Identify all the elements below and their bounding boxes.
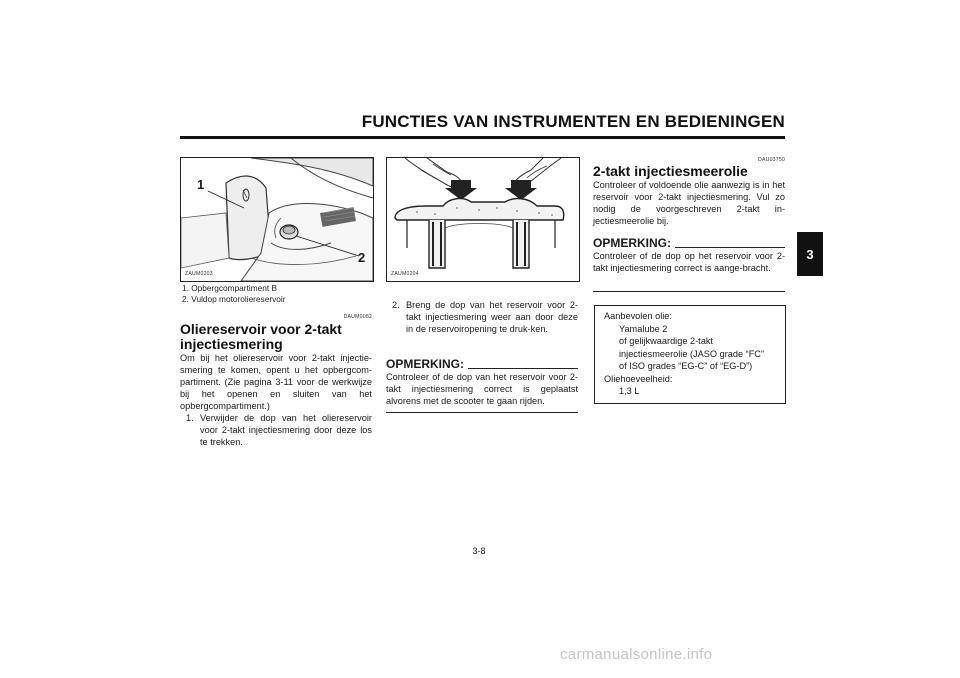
note-end-rule [593, 291, 785, 292]
note-rule [468, 368, 578, 369]
spec-value: of ISO grades “EG-C” of “EG-D”) [619, 361, 753, 371]
callout-2: 2 [358, 250, 366, 265]
note-label: OPMERKING: [386, 357, 464, 371]
note-label: OPMERKING: [593, 236, 671, 250]
callout-1: 1 [197, 177, 205, 192]
list-text: Breng de dop van het reservoir voor 2-takt injectiesmering weer aan door deze in de reservoiropening te druk-ken. [406, 300, 578, 334]
header-rule [180, 136, 785, 139]
figure-cap-install [386, 157, 580, 282]
watermark: carmanualsonline.info [560, 646, 713, 663]
scooter-reservoir-illustration [181, 158, 373, 281]
page-number: 3-8 [472, 546, 486, 556]
note-heading [386, 358, 578, 371]
oil-spec-box [594, 305, 786, 404]
note-rule [675, 247, 785, 248]
note-end-rule [386, 412, 578, 413]
section-code: DAU03750 [758, 157, 785, 163]
list-text: Verwijder de dop van het oliereservoir voor 2-takt injectiesmering door deze los te trekken. [200, 413, 372, 447]
page-title: FUNCTIES VAN INSTRUMENTEN EN BEDIENINGEN [361, 112, 785, 131]
note-text: Controleer of de dop van het reservoir voor 2-takt injectiesmering correct is geplaatst alvorens met de scooter te gaan rijden. [386, 372, 578, 406]
section-code: DAUM0082 [343, 314, 372, 320]
list-item [392, 299, 578, 335]
list-number: 2. [392, 300, 400, 310]
section-heading: 2-takt injectiesmeerolie [593, 163, 748, 179]
note-heading [593, 237, 785, 250]
figure-code: ZAUM0204 [391, 271, 419, 277]
spec-label: Aanbevolen olie: [604, 311, 672, 321]
figure-caption-2: 2. Vuldop motoroliereservoir [182, 294, 286, 304]
figure-storage-compartment [180, 157, 374, 282]
list-item [186, 412, 372, 448]
spec-value: Yamalube 2 [619, 323, 668, 334]
figure-code: ZAUM0203 [185, 271, 213, 277]
spec-value: injectiesmeerolie (JASO grade “FC” [619, 348, 765, 359]
spec-value: 1,3 L [619, 386, 640, 396]
spec-label: Oliehoeveelheid: [604, 373, 673, 384]
section-body: Om bij het oliereservoir voor 2-takt injectie-smering te komen, opent u het opbergcom-partiment. (Zie pagina 3-11 voor de werkwijze bij het openen en sluiten van het opbergcompartiment.) [180, 353, 372, 411]
spec-value: of gelijkwaardige 2-takt [619, 336, 713, 346]
note-text: Controleer of de dop op het reservoir voor 2-takt injectiesmering correct is aange-bracht. [593, 251, 785, 273]
section-body: Controleer of voldoende olie aanwezig is in het reservoir voor 2-takt injectiesmering. Vul zo nodig de voorgeschreven 2-takt in-jectiesmeerolie bij. [593, 180, 785, 226]
figure-caption-1: 1. Opbergcompartiment B [182, 283, 277, 293]
chapter-tab[interactable]: 3 [797, 232, 823, 276]
list-number: 1. [186, 413, 194, 423]
section-heading: Oliereservoir voor 2-takt [180, 321, 342, 337]
cap-install-illustration [387, 158, 579, 281]
section-heading: injectiesmering [180, 336, 283, 352]
